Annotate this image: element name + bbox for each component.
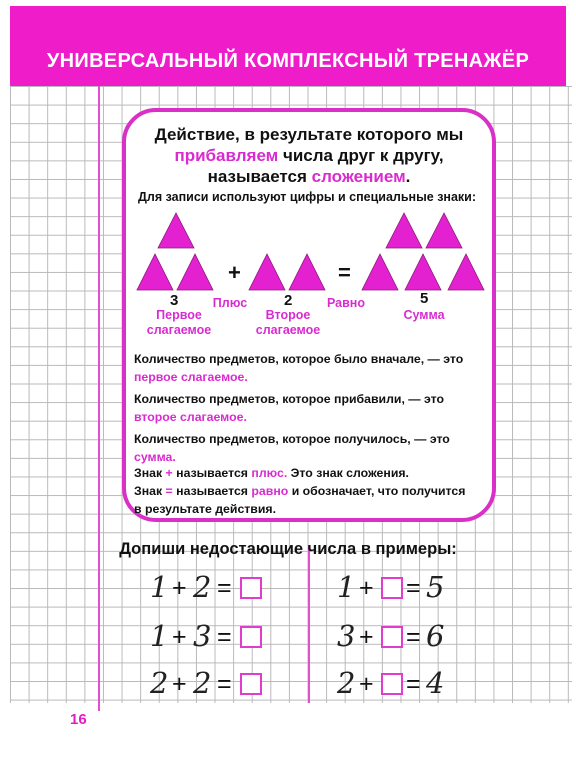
- definition-line-3-end: .: [405, 167, 411, 186]
- definition-line-3-start: называется: [207, 167, 312, 186]
- equals-sign-text-line2: в результате действия.: [134, 502, 277, 516]
- triangle-first-3: [177, 254, 213, 290]
- paragraph-first-text: Количество предметов, которое было вначале, — это: [134, 352, 464, 366]
- label-first-addend: Первое слагаемое: [146, 308, 212, 337]
- definition-text: [126, 124, 492, 187]
- label-equals: Равно: [327, 296, 365, 310]
- answer-box[interactable]: [240, 673, 262, 695]
- exercise-operand-b: 2: [193, 666, 212, 700]
- exercise-operator: +: [172, 623, 187, 651]
- exercise-operator: +: [359, 574, 374, 602]
- plus-symbol: +: [165, 466, 173, 480]
- paragraph-sum-text: Количество предметов, которое получилось, — это: [134, 432, 450, 446]
- definition-line-2: [126, 145, 492, 166]
- exercise-operand-a: 1: [150, 619, 169, 653]
- term-sum: сумма.: [134, 450, 176, 464]
- equals-sign-text-start: Знак: [134, 484, 163, 498]
- exercise-operand-a: 2: [337, 666, 356, 700]
- exercise-operand-a: 2: [150, 666, 169, 700]
- paragraph-equals-sign: [134, 482, 494, 518]
- paragraph-first-addend: [134, 350, 494, 386]
- exercise-operand-b: 3: [193, 619, 212, 653]
- highlight-word-add: прибавляем: [174, 146, 279, 165]
- triangle-first-1: [158, 213, 194, 248]
- exercise-result: 5: [426, 570, 445, 604]
- exercise-equals: =: [217, 574, 232, 602]
- exercise-operator: +: [172, 670, 187, 698]
- header-banner: [10, 6, 566, 86]
- highlight-word-addition: сложением: [311, 167, 406, 186]
- exercise-operand-a: 3: [337, 619, 356, 653]
- paragraph-plus-sign: [134, 464, 494, 482]
- triangle-sum-4: [405, 254, 441, 290]
- equals-sign-text-mid: называется: [176, 484, 248, 498]
- equals-sign: =: [338, 260, 351, 285]
- label-second-addend: Второе слагаемое: [255, 308, 321, 337]
- triangle-sum-2: [426, 213, 462, 248]
- triangle-sum-5: [448, 254, 484, 290]
- sum-number: 5: [420, 290, 429, 307]
- exercise-operator: +: [172, 574, 187, 602]
- exercise-equals: =: [217, 670, 232, 698]
- exercise-equals: =: [406, 670, 421, 698]
- exercise-result: 6: [426, 619, 445, 653]
- equals-symbol: =: [165, 484, 173, 498]
- definition-line-1: Действие, в результате которого мы: [154, 125, 464, 144]
- notation-text: Для записи используют цифры и специальные знаки:: [138, 190, 477, 204]
- plus-sign-text-start: Знак: [134, 466, 163, 480]
- answer-box[interactable]: [240, 626, 262, 648]
- paragraph-second-text: Количество предметов, которое прибавили, — это: [134, 392, 445, 406]
- exercise-equals: =: [217, 623, 232, 651]
- plus-sign-text-end: Это знак сложения.: [290, 466, 409, 480]
- task-title: Допиши недостающие числа в примеры:: [119, 540, 457, 558]
- center-divider-line: [308, 546, 310, 703]
- paragraph-second-addend: [134, 390, 494, 426]
- label-sum: Сумма: [403, 308, 445, 322]
- term-second-addend: второе слагаемое.: [134, 410, 247, 424]
- answer-box[interactable]: [240, 577, 262, 599]
- triangle-second-2: [289, 254, 325, 290]
- exercise-operator: +: [359, 623, 374, 651]
- answer-box[interactable]: [381, 626, 403, 648]
- definition-line-2-rest: числа друг к другу,: [278, 146, 444, 165]
- plus-sign: +: [228, 260, 241, 285]
- exercise-operator: +: [359, 670, 374, 698]
- term-first-addend: первое слагаемое.: [134, 370, 248, 384]
- exercise-result: 4: [426, 666, 445, 700]
- exercise-operand-a: 1: [150, 570, 169, 604]
- page-number: 16: [70, 711, 87, 728]
- second-addend-number: 2: [284, 292, 293, 309]
- equals-word: равно: [251, 484, 289, 498]
- info-card: [122, 108, 496, 522]
- triangle-sum-3: [362, 254, 398, 290]
- triangle-second-1: [249, 254, 285, 290]
- exercise-equals: =: [406, 623, 421, 651]
- label-plus: Плюс: [212, 296, 248, 310]
- answer-box[interactable]: [381, 577, 403, 599]
- triangles-illustration: [126, 208, 492, 300]
- definition-line-3: [126, 166, 492, 187]
- plus-sign-text-mid: называется: [176, 466, 248, 480]
- paragraph-sum: [134, 430, 494, 466]
- answer-box[interactable]: [381, 673, 403, 695]
- exercise-operand-b: 2: [193, 570, 212, 604]
- page-title: УНИВЕРСАЛЬНЫЙ КОМПЛЕКСНЫЙ ТРЕНАЖЁР: [46, 50, 530, 72]
- margin-line: [98, 86, 100, 711]
- triangle-sum-1: [386, 213, 422, 248]
- exercise-operand-a: 1: [337, 570, 356, 604]
- first-addend-number: 3: [170, 292, 179, 309]
- equals-sign-text-end: и обозначает, что получится: [291, 484, 466, 498]
- exercise-equals: =: [406, 574, 421, 602]
- plus-word: плюс.: [251, 466, 288, 480]
- triangle-first-2: [137, 254, 173, 290]
